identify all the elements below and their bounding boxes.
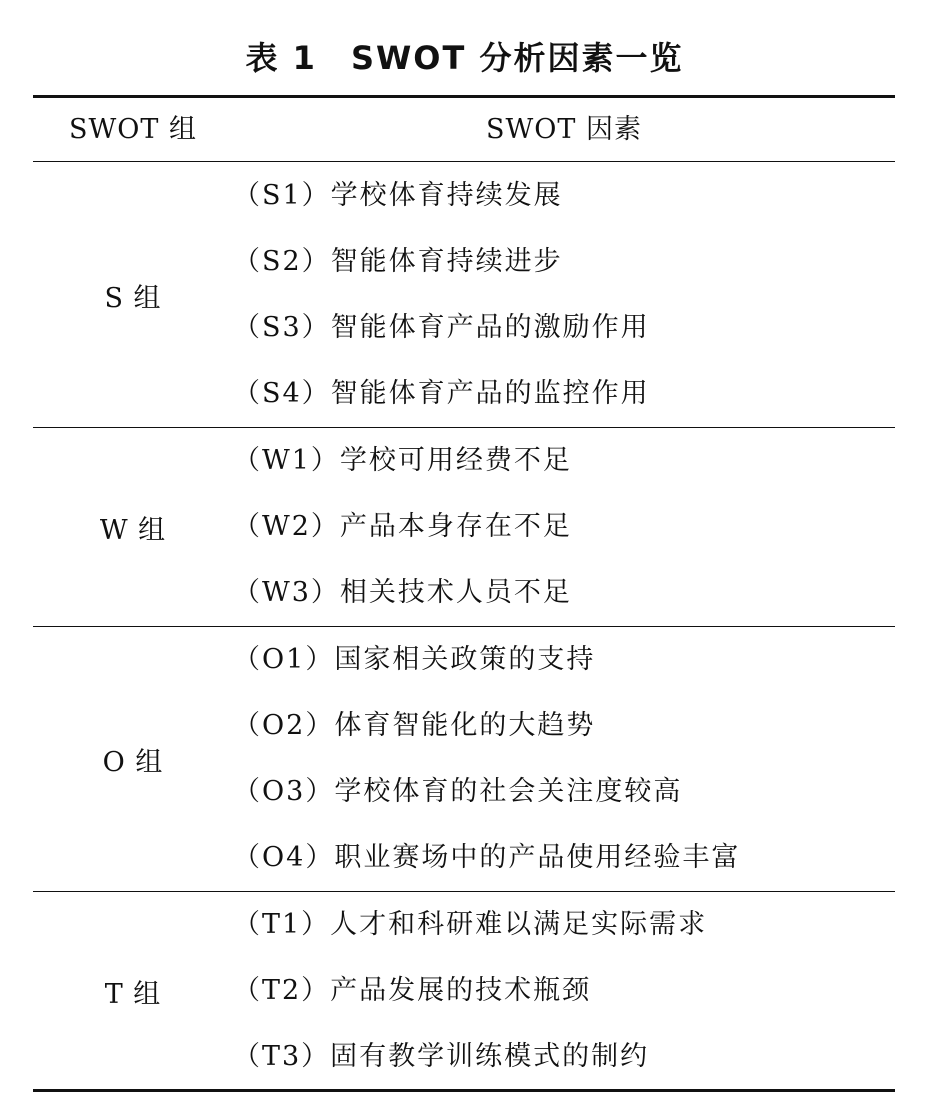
swot-table [33, 163, 895, 1090]
group-items [233, 627, 895, 892]
group-label: S 组 [104, 282, 162, 314]
factor-item: （O3）学校体育的社会关注度较高 [233, 776, 683, 807]
factor-item: （O1）国家相关政策的支持 [233, 644, 596, 675]
factor-item: （W2）产品本身存在不足 [233, 511, 572, 542]
factor-item: （O2）体育智能化的大趋势 [233, 710, 596, 741]
group-label: O 组 [33, 627, 233, 892]
factor-item: （W3）相关技术人员不足 [233, 577, 572, 608]
header-factor: SWOT 因素 [486, 114, 642, 145]
top-rule [33, 95, 895, 98]
header-group: SWOT 组 [69, 114, 197, 145]
group-items [233, 892, 895, 1091]
factor-item: （O4）职业赛场中的产品使用经验丰富 [233, 842, 741, 873]
group-label: T 组 [33, 892, 233, 1091]
bottom-rule [33, 1089, 895, 1092]
factor-item: （S2）智能体育持续进步 [233, 246, 563, 277]
group-items [233, 163, 895, 428]
table-title: 表 1 SWOT 分析因素一览 [245, 39, 684, 77]
factor-item: （S3）智能体育产品的激励作用 [233, 312, 650, 343]
factor-item: （S4）智能体育产品的监控作用 [233, 378, 650, 409]
group-row [33, 892, 895, 1091]
factor-item: （T3）固有教学训练模式的制约 [233, 1041, 650, 1072]
factor-item: （T2）产品发展的技术瓶颈 [233, 975, 592, 1006]
group-row [33, 428, 895, 627]
factor-item: （S1）学校体育持续发展 [233, 180, 563, 211]
group-items [233, 428, 895, 627]
header-rule [33, 161, 895, 162]
swot-table-body [33, 163, 895, 1090]
group-row [33, 627, 895, 892]
group-label: W 组 [33, 428, 233, 627]
factor-item: （W1）学校可用经费不足 [233, 445, 572, 476]
group-row [33, 163, 895, 428]
factor-item: （T1）人才和科研难以满足实际需求 [233, 909, 708, 940]
